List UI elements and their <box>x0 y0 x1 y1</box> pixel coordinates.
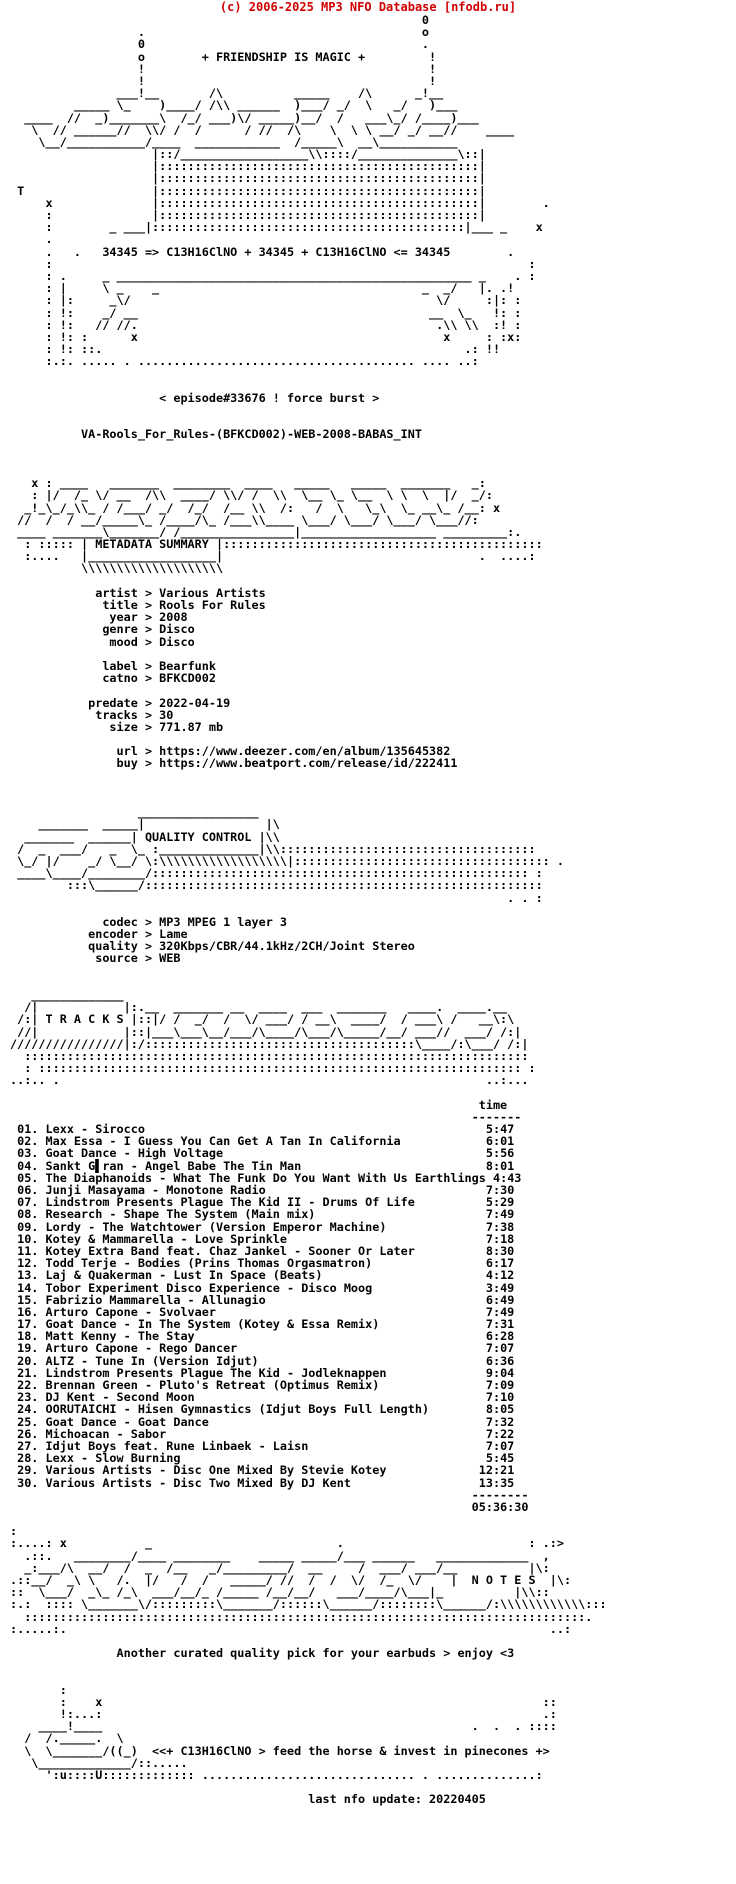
track-time: 7:38 <box>485 1219 515 1234</box>
quality-codec: codec > MP3 MPEG 1 layer 3 <box>10 914 287 929</box>
meta-title-value: Rools For Rules <box>159 598 266 612</box>
meta-label-value: Bearfunk <box>159 658 216 673</box>
ascii-banner-line: : _ ___|::::::::::::::::::::::::::::::::::::::::::::|___ _ x <box>10 220 543 235</box>
track-row: 12. Todd Terje - Bodies (Prins Thomas Orgasmatron) 6:17 <box>10 1256 515 1271</box>
track-time: 6:28 <box>485 1329 515 1344</box>
ascii-banner-line: |::/__________________\\::::/______________\::| <box>10 147 486 162</box>
nfo-document <box>10 14 607 1806</box>
track-row: 22. Brennan Green - Pluto's Retreat (Optimus Remix) 7:09 <box>10 1378 515 1392</box>
track-row: 28. Lexx - Slow Burning 5:45 <box>10 1451 515 1466</box>
ascii-banner-line: ! ! <box>10 73 437 88</box>
track-title: Lindstrom Presents Plague The Kid II - Drums Of Life <box>45 1195 415 1210</box>
meta-genre-value: Disco <box>159 622 195 637</box>
footer-art-line: !:...: .: <box>10 1707 557 1722</box>
track-row: 06. Junji Masayama - Monotone Radio 7:30 <box>10 1183 515 1197</box>
quality-art-line: _________________ <box>10 805 259 820</box>
track-title: Lexx - Slow Burning <box>45 1451 181 1466</box>
ascii-banner-line: : !: _/ __ __ \_ !: : <box>10 305 522 320</box>
meta-mood: mood > Disco <box>10 634 195 649</box>
notes-art-line: :::::::::::::::::::::::::::::::::::::::::::::::::::::::::::::::::::::::::::::::. <box>10 1609 593 1624</box>
track-time: 6:01 <box>485 1134 515 1149</box>
tracks-art-line: ////////////////|:/::::::::::::::::::::::::::::::::::::::\____/:\___/ /:| <box>10 1036 529 1051</box>
track-time: 7:18 <box>485 1231 515 1246</box>
track-title: Lindstrom Presents Plague The Kid - Jodleknappen <box>45 1365 387 1380</box>
ascii-banner-line: < episode#33676 ! force burst > <box>10 390 380 405</box>
track-row: 03. Goat Dance - High Voltage 5:56 <box>10 1146 515 1161</box>
notes-art-line: :.: :::: \_______\/:::::::::\_______/::::::\______/::::::::\______/:\\\\\\\\\\\\::: <box>10 1597 607 1612</box>
notes-art-line: :.....:. ..: <box>10 1621 572 1636</box>
footer-art-line: ':u::::U::::::::::::: .............................. . ..............: <box>10 1768 543 1782</box>
ascii-banner-line: _____ \_ )____/ /\\ ______ )___/ _/ \ _/ )___ <box>10 98 458 113</box>
meta-buy-link[interactable]: buy > https://www.beatport.com/release/id/222411 <box>10 756 458 771</box>
ascii-banner-line <box>10 367 607 379</box>
meta-tracks-value: 30 <box>159 707 174 722</box>
tracklist-total-rule: -------- <box>10 1487 529 1502</box>
track-title: Sankt G▌ran - Angel Babe The Tin Man <box>45 1158 302 1173</box>
track-row: 20. ALTZ - Tune In (Version Idjut) 6:36 <box>10 1353 515 1368</box>
track-time: 7:49 <box>485 1304 515 1319</box>
track-time: 6:17 <box>485 1256 515 1271</box>
track-row: 01. Lexx - Sirocco 5:47 <box>10 1122 515 1137</box>
blank-line <box>10 684 607 696</box>
track-time: 7:49 <box>485 1207 515 1222</box>
ascii-banner-line: : |: _\/ \/ :|: : <box>10 293 522 308</box>
ascii-banner-line: o + FRIENDSHIP IS MAGIC + ! <box>10 49 437 64</box>
ascii-banner-line: : |/ /_ \/ __ /\\ ____/ \\/ / \\ \__ \_ \__ \ \ \ |/ _/: <box>10 488 493 503</box>
site-header[interactable] <box>0 0 736 14</box>
blank-line <box>10 1087 607 1099</box>
ascii-banner-line: |:::::::::::::::::::::::::::::::::::::::::::::| <box>10 159 486 174</box>
track-title: Junji Masayama - Monotone Radio <box>45 1183 266 1197</box>
quality-art-line: ____\____/________/::::::::::::::::::::::::::::::::::::::::::::::::::::: : <box>10 866 543 881</box>
track-time: 5:45 <box>485 1451 515 1466</box>
track-row: 13. Laj & Quakerman - Lust In Space (Beats) 4:12 <box>10 1268 515 1283</box>
ascii-banner-line: : |:::::::::::::::::::::::::::::::::::::::::::::| <box>10 208 486 222</box>
track-time: 5:29 <box>485 1195 515 1210</box>
track-time: 12:21 <box>478 1463 515 1478</box>
track-time: 3:49 <box>485 1280 515 1295</box>
track-row: 10. Kotey & Mammarella - Love Sprinkle 7:18 <box>10 1231 515 1246</box>
meta-predate-value: 2022-04-19 <box>159 695 231 710</box>
quality-art-line: :::\______/:::::::::::::::::::::::::::::::::::::::::::::::::::::::: <box>10 878 543 893</box>
ascii-banner-line: : | \ _ _ _ _/ |. .! <box>10 281 515 296</box>
track-row: 04. Sankt G▌ran - Angel Babe The Tin Man 8:01 <box>10 1158 515 1173</box>
ascii-banner-line: T |:::::::::::::::::::::::::::::::::::::::::::::| <box>10 183 486 198</box>
track-time: 7:09 <box>485 1378 515 1392</box>
track-row: 21. Lindstrom Presents Plague The Kid - Jodleknappen 9:04 <box>10 1365 515 1380</box>
meta-catno-value: BFKCD002 <box>159 671 216 686</box>
track-title: Various Artists - Disc One Mixed By Stevie Kotey <box>45 1463 387 1478</box>
track-row: 14. Tobor Experiment Disco Experience - Disco Moog 3:49 <box>10 1280 515 1295</box>
track-time: 7:30 <box>485 1183 515 1197</box>
quality-art-line: . . : <box>10 890 543 905</box>
meta-year-value: 2008 <box>159 610 188 625</box>
ascii-banner-line: x : ____ _______ ________ ____ _____ _____ _______ _: <box>10 476 486 491</box>
track-time: 5:56 <box>485 1146 515 1161</box>
track-time: 13:35 <box>478 1475 515 1490</box>
track-time: 8:30 <box>485 1243 515 1258</box>
track-row: 11. Kotey Extra Band feat. Chaz Jankel - Sooner Or Later 8:30 <box>10 1243 515 1258</box>
track-title: Research - Shape The System (Main mix) <box>45 1207 316 1222</box>
track-row: 08. Research - Shape The System (Main mix) 7:49 <box>10 1207 515 1222</box>
track-row: 18. Matt Kenny - The Stay 6:28 <box>10 1329 515 1344</box>
track-title: OORUTAICHI - Hisen Gymnastics (Idjut Boys Full Length) <box>45 1402 430 1417</box>
tracks-art-line: ::::::::::::::::::::::::::::::::::::::::::::::::::::::::::::::::::::::: <box>10 1048 529 1063</box>
ascii-banner-line: _!_\_/_\\_ / /___/ _/ /_/ /__ \\ /: / \ \_\ \_ __\_ /__: x <box>10 500 501 515</box>
footer-art-line: : x :: <box>10 1694 557 1709</box>
track-title: Idjut Boys feat. Rune Linbaek - Laisn <box>45 1438 309 1453</box>
track-row: 27. Idjut Boys feat. Rune Linbaek - Laisn 7:07 <box>10 1438 515 1453</box>
track-title: Kotey Extra Band feat. Chaz Jankel - Sooner Or Later <box>45 1243 415 1258</box>
ascii-banner-line: ___!__ /\ _____ /\ _!__ <box>10 86 444 101</box>
track-title: Fabrizio Mammarella - Allunagio <box>45 1292 266 1307</box>
track-row: 19. Arturo Capone - Rego Dancer 7:07 <box>10 1341 515 1356</box>
meta-url-link-value[interactable]: https://www.deezer.com/en/album/135645382 <box>159 744 451 759</box>
track-title: Laj & Quakerman - Lust In Space (Beats) <box>45 1268 323 1283</box>
ascii-banner-line <box>10 404 607 416</box>
track-time: 8:05 <box>485 1402 515 1417</box>
ascii-banner-line <box>10 441 607 453</box>
track-title: Matt Kenny - The Stay <box>45 1329 195 1344</box>
ascii-banner-line: x |:::::::::::::::::::::::::::::::::::::::::::::| . <box>10 195 550 210</box>
tracks-art-line: : :::::::::::::::::::::::::::::::::::::::::::::::::::::::::::::::::::: : <box>10 1061 536 1076</box>
meta-label: label > Bearfunk <box>10 658 216 673</box>
track-row: 15. Fabrizio Mammarella - Allunagio 6:49 <box>10 1292 515 1307</box>
blank-line <box>10 1659 607 1671</box>
ascii-banner-line: . . 34345 => C13H16ClNO + 34345 + C13H16ClNO <= 34345 . <box>10 244 515 259</box>
track-time: 6:36 <box>485 1353 515 1368</box>
notes-art-line: : <box>10 1524 18 1539</box>
track-time: 7:31 <box>485 1317 515 1332</box>
track-title: Arturo Capone - Rego Dancer <box>45 1341 238 1356</box>
quality-quality: quality > 320Kbps/CBR/44.1kHz/2CH/Joint Stereo <box>10 939 415 954</box>
quality-codec-value: MP3 MPEG 1 layer 3 <box>159 914 287 929</box>
ascii-banner-line: ! ! <box>10 61 437 76</box>
track-time: 7:07 <box>485 1341 515 1356</box>
track-time: 8:01 <box>485 1158 515 1173</box>
track-time: 7:07 <box>485 1438 515 1453</box>
footer-art-line: / /._____. \ <box>10 1731 124 1746</box>
tracklist-rule: ------- <box>10 1109 522 1124</box>
tracklist-total-time: 05:36:30 <box>10 1499 529 1514</box>
meta-mood-value: Disco <box>159 634 195 649</box>
tracklist-time-header: time <box>10 1097 508 1112</box>
track-title: Michoacan - Sabor <box>45 1426 167 1441</box>
track-row: 17. Goat Dance - In The System (Kotey & Essa Remix) 7:31 <box>10 1317 515 1332</box>
meta-predate: predate > 2022-04-19 <box>10 695 231 710</box>
track-title: ALTZ - Tune In (Version Idjut) <box>45 1353 259 1368</box>
quality-source: source > WEB <box>10 951 181 966</box>
quality-encoder-value: Lame <box>159 927 188 942</box>
ascii-banner-line: 0 <box>10 13 430 27</box>
blank-line <box>10 575 607 587</box>
meta-size: size > 771.87 mb <box>10 719 224 734</box>
track-title: Kotey & Mammarella - Love Sprinkle <box>45 1231 287 1246</box>
ascii-banner-line: : : <box>10 256 536 271</box>
site-title-link[interactable]: (c) 2006-2025 MP3 NFO Database [nfodb.ru] <box>219 0 517 14</box>
track-row: 23. DJ Kent - Second Moon 7:10 <box>10 1390 515 1405</box>
quality-art-line: _______ ______| QUALITY CONTROL |\\ <box>10 829 280 844</box>
quality-source-value: WEB <box>159 951 181 966</box>
track-title: Lexx - Sirocco <box>45 1122 145 1137</box>
track-row: 24. OORUTAICHI - Hisen Gymnastics (Idjut Boys Full Length) 8:05 <box>10 1402 515 1417</box>
blank-line <box>10 782 607 794</box>
track-row: 09. Lordy - The Watchtower (Version Emperor Machine) 7:38 <box>10 1219 515 1234</box>
ascii-banner-line: . o <box>10 25 430 40</box>
meta-url-link[interactable]: url > https://www.deezer.com/en/album/135645382 <box>10 744 451 759</box>
track-title: Lordy - The Watchtower (Version Emperor Machine) <box>45 1219 387 1234</box>
meta-artist: artist > Various Artists <box>10 585 266 600</box>
tracks-art-line: _____________ <box>10 988 124 1002</box>
ascii-banner-line: :.... |__________________| . ....: <box>10 549 536 564</box>
ascii-banner-line: : !: // //. .\\ \\ :! : <box>10 317 522 332</box>
ascii-banner-line: : !: : x x : :x: <box>10 329 522 344</box>
track-row: 26. Michoacan - Sabor 7:22 <box>10 1426 515 1441</box>
footer-art-line: : <box>10 1682 67 1697</box>
track-time: 7:10 <box>485 1390 515 1405</box>
notes-art-line: .::__/ _\ \ /. |/ / / _____/ // / / \/ /_ \/ | N O T E S |\: <box>10 1573 572 1587</box>
meta-artist-value: Various Artists <box>159 585 266 600</box>
quality-art-line: _______ _____| |\ <box>10 817 280 832</box>
track-row: 05. The Diaphanoids - What The Funk Do You Want With Us Earthlings 4:43 <box>10 1170 522 1185</box>
ascii-banner-line: : ::::: | METADATA SUMMARY |::::::::::::::::::::::::::::::::::::::::::::: <box>10 537 543 552</box>
track-title: DJ Kent - Second Moon <box>45 1390 195 1405</box>
ascii-banner-line: 0 . <box>10 37 430 52</box>
blank-line <box>10 1672 607 1684</box>
track-title: Todd Terje - Bodies (Prins Thomas Orgasmatron) <box>45 1256 373 1271</box>
track-time: 4:12 <box>485 1268 515 1283</box>
tracks-art-line: /:| T R A C K S |::|/ / _/ / \/ ___/ / __\ ____/ / ___\ / __\:\ <box>10 1012 515 1027</box>
ascii-banner-line: : . _ __________________________________________________ _ . : <box>10 268 536 283</box>
blank-line <box>10 965 607 977</box>
track-row: 16. Arturo Capone - Svolvaer 7:49 <box>10 1304 515 1319</box>
track-title: Arturo Capone - Svolvaer <box>45 1304 216 1319</box>
ascii-banner-line: : !: ::. .: !! <box>10 342 501 357</box>
meta-catno: catno > BFKCD002 <box>10 671 216 686</box>
quality-quality-value: 320Kbps/CBR/44.1kHz/2CH/Joint Stereo <box>159 939 415 954</box>
track-time: 5:47 <box>485 1122 515 1137</box>
meta-buy-link-value[interactable]: https://www.beatport.com/release/id/222411 <box>159 756 458 771</box>
track-row: 29. Various Artists - Disc One Mixed By Stevie Kotey 12:21 <box>10 1463 515 1478</box>
meta-year: year > 2008 <box>10 610 188 625</box>
footer-art-line: ____!____ . . . :::: <box>10 1719 557 1734</box>
track-row: 30. Various Artists - Disc Two Mixed By DJ Kent 13:35 <box>10 1475 515 1490</box>
track-time: 7:32 <box>485 1414 515 1429</box>
blank-line <box>10 1513 607 1525</box>
tracks-art-line: ..:.. . ..:... <box>10 1073 529 1088</box>
track-row: 07. Lindstrom Presents Plague The Kid II - Drums Of Life 5:29 <box>10 1195 515 1210</box>
tracks-art-line: //| |::|___\___\__/___/\____/\___/\_____/__/ ___// ___/ /:| <box>10 1024 522 1039</box>
quality-art-line: / _ ___/ _ \_ :______________|\\:::::::::::::::::::::::::::::::::::: <box>10 841 536 856</box>
ascii-banner-line: VA-Rools_For_Rules-(BFKCD002)-WEB-2008-BABAS_INT <box>10 427 422 442</box>
track-title: Goat Dance - High Voltage <box>45 1146 224 1161</box>
tracks-art-line: /| |:.__ _______ __ ____ ___ _______ ____. ____.__ <box>10 1000 508 1015</box>
track-row: 02. Max Essa - I Guess You Can Get A Tan In California 6:01 <box>10 1134 515 1149</box>
notes-message: Another curated quality pick for your earbuds > enjoy <3 <box>10 1646 515 1661</box>
track-row: 25. Goat Dance - Goat Dance 7:32 <box>10 1414 515 1429</box>
ascii-banner-line: |:::::::::::::::::::::::::::::::::::::::::::::| <box>10 171 486 186</box>
track-title: Tobor Experiment Disco Experience - Disco Moog <box>45 1280 373 1295</box>
ascii-banner-line: ____ // _)_______\ /_/ ___)\/ _____)__/ / ___\_/ /____)___ <box>10 110 479 125</box>
track-time: 6:49 <box>485 1292 515 1307</box>
ascii-banner-line: . <box>10 232 53 247</box>
footer-art-line: \_____________/::..... <box>10 1755 188 1770</box>
quality-encoder: encoder > Lame <box>10 927 188 942</box>
quality-art-line: \_/ |/ _/ \__/ \:\\\\\\\\\\\\\\\\\\|:::::::::::::::::::::::::::::::::::: . <box>10 853 564 868</box>
notes-art-line: :: \___/ _\_ /_\ ___/__/_ /_____ /__/__/ ___/____/\___|_ |\\:: <box>10 1585 550 1600</box>
track-time: 4:43 <box>492 1170 522 1185</box>
ascii-banner-line <box>10 380 607 392</box>
ascii-banner-line: \\\\\\\\\\\\\\\\\\\\ <box>10 561 224 576</box>
ascii-banner-line: \ // ______// \\/ / / / // /\ \ \ \ __/ _/ __// ____ <box>10 122 515 137</box>
meta-title: title > Rools For Rules <box>10 598 266 612</box>
ascii-banner-line: ____ _______\_______/ /________________|___________________ _________:. <box>10 524 522 539</box>
track-time: 7:22 <box>485 1426 515 1441</box>
ascii-banner-line: :.:. ..... . ....................................... .... ..: <box>10 354 479 369</box>
notes-art-line: :....: x _ . : .:> <box>10 1536 564 1551</box>
notes-art-line: _:___/\ __/ / _ /__ _/_________/ __ / ___/ ___/__ |\: <box>10 1560 550 1575</box>
notes-art-line: .::. ________/____ ________ _____ _____/___ ______ _____________ , <box>10 1548 550 1563</box>
track-title: Various Artists - Disc Two Mixed By DJ Kent <box>45 1475 351 1490</box>
ascii-banner-line: // / / __/_____\_ /____/\_ /___\\____ \___/ \___/ \___/ \___//: <box>10 512 479 527</box>
blank-line <box>10 770 607 782</box>
track-title: Brennan Green - Pluto's Retreat (Optimus Remix) <box>45 1378 380 1392</box>
ascii-banner-line <box>10 453 607 465</box>
track-title: Goat Dance - Goat Dance <box>45 1414 209 1429</box>
track-title: The Diaphanoids - What The Funk Do You Want With Us Earthlings <box>45 1170 486 1185</box>
track-title: Max Essa - I Guess You Can Get A Tan In California <box>45 1134 401 1149</box>
meta-genre: genre > Disco <box>10 622 195 637</box>
footer-art-line: \ \_______/((_) <<+ C13H16ClNO > feed the horse & invest in pinecones +> <box>10 1743 550 1758</box>
meta-size-value: 771.87 mb <box>159 719 224 734</box>
track-title: Goat Dance - In The System (Kotey & Essa Remix) <box>45 1317 380 1332</box>
track-time: 9:04 <box>485 1365 515 1380</box>
ascii-banner-line: \__/___________/____ ____________ /_____\ __\___________ <box>10 134 458 149</box>
meta-tracks: tracks > 30 <box>10 707 174 722</box>
last-update: last nfo update: 20220405 <box>10 1792 486 1807</box>
